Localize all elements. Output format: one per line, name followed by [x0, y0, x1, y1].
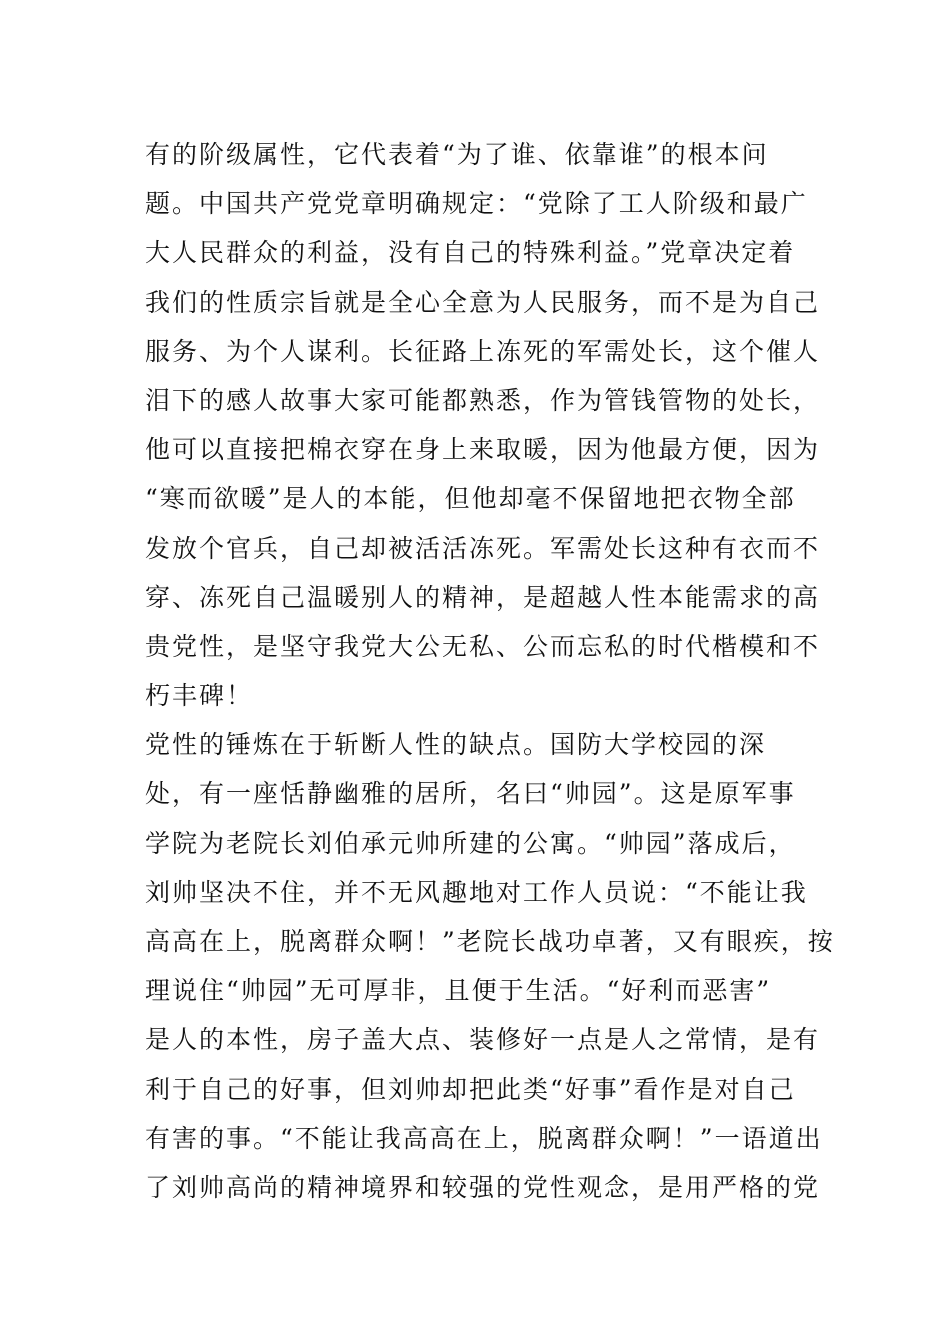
text-line: 大人民群众的利益，没有自己的特殊利益。”党章决定着 — [145, 238, 796, 268]
text-line: 服务、为个人谋利。长征路上冻死的军需处长，这个催人 — [145, 336, 821, 366]
text-line: 了刘帅高尚的精神境界和较强的党性观念，是用严格的党 — [145, 1172, 821, 1202]
document-body — [145, 130, 835, 1212]
text-line: 有害的事。“不能让我高高在上，脱离群众啊！”一语道出 — [145, 1123, 823, 1153]
text-line: 题。中国共产党党章明确规定：“党除了工人阶级和最广 — [145, 189, 808, 219]
text-line: 有的阶级属性，它代表着“为了谁、依靠谁”的根本问 — [145, 140, 769, 169]
text-line: 是人的本性，房子盖大点、装修好一点是人之常情，是有 — [145, 1025, 821, 1055]
text-line: 理说住“帅园”无可厚非，且便于生活。“好利而恶害” — [145, 976, 772, 1006]
text-line: 利于自己的好事，但刘帅却把此类“好事”看作是对自己 — [145, 1074, 796, 1104]
text-line: 处，有一座恬静幽雅的居所，名曰“帅园”。这是原军事 — [145, 779, 796, 809]
text-line: 穿、冻死自己温暖别人的精神，是超越人性本能需求的高 — [145, 582, 821, 612]
text-line: 朽丰碑！ — [145, 681, 254, 711]
text-line: 发放个官兵，自己却被活活冻死。军需处长这种有衣而不 — [145, 533, 821, 563]
text-line: 泪下的感人故事大家可能都熟悉，作为管钱管物的处长， — [145, 385, 821, 415]
text-line: 高高在上，脱离群众啊！”老院长战功卓著，又有眼疾，按 — [145, 927, 835, 956]
text-line: 他可以直接把棉衣穿在身上来取暖，因为他最方便，因为 — [145, 435, 821, 465]
paragraph-start-line: 党性的锤炼在于斩断人性的缺点。国防大学校园的深 — [145, 730, 767, 760]
text-line: 我们的性质宗旨就是全心全意为人民服务，而不是为自己 — [145, 287, 821, 317]
text-line: 刘帅坚决不住，并不无风趣地对工作人员说：“不能让我 — [145, 877, 808, 907]
text-line: 学院为老院长刘伯承元帅所建的公寓。“帅园”落成后， — [145, 828, 796, 858]
text-line: “寒而欲暖”是人的本能，但他却毫不保留地把衣物全部 — [145, 484, 796, 514]
text-line: 贵党性，是坚守我党大公无私、公而忘私的时代楷模和不 — [145, 631, 821, 661]
